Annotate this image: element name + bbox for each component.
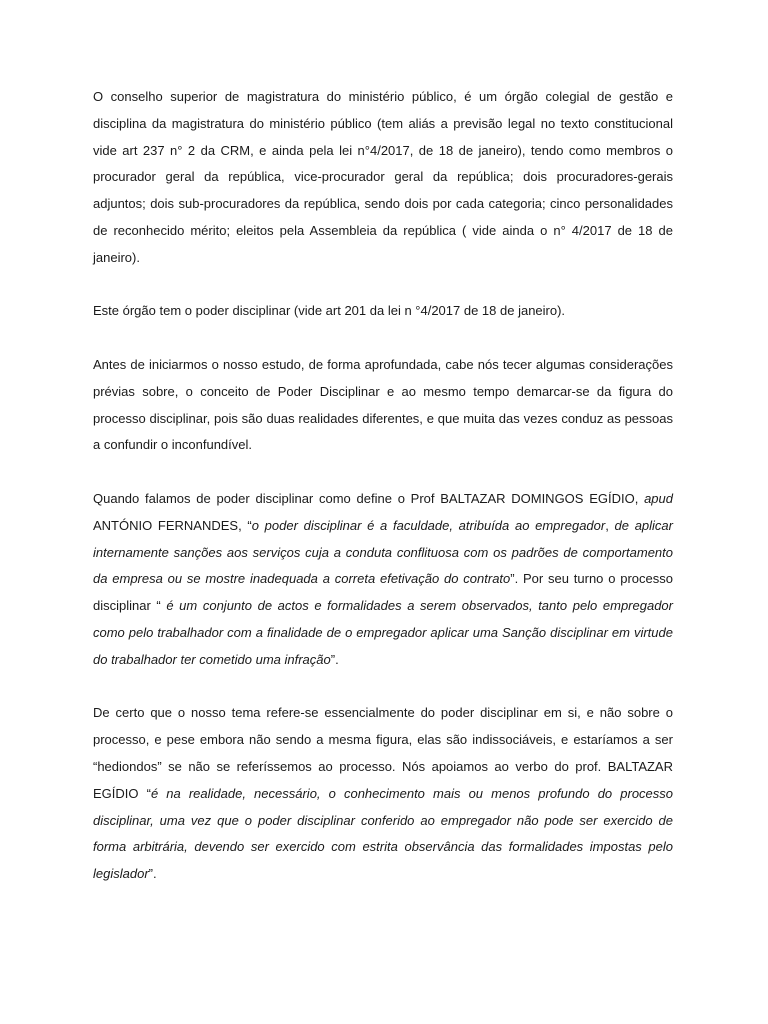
text-segment: ,: [605, 517, 615, 533]
document-page: [93, 84, 673, 915]
paragraph-text: Antes de iniciarmos o nosso estudo, de forma aprofundada, cabe nós tecer algumas considerações prévias sobre, o conceito de Poder Disciplinar e ao mesmo tempo demarcar-se da figura do processo disciplinar, pois são duas realidades diferentes, e que muita das vezes conduz as pessoas a confundir o inconfundível.: [93, 356, 673, 453]
paragraph-conselho-superior: [93, 84, 673, 272]
paragraph-text: O conselho superior de magistratura do ministério público, é um órgão colegial de gestão e disciplina da magistratura do ministério público (tem aliás a previsão legal no texto constitucional vide art 237 n° 2 da CRM, e ainda pela lei n°4/2017, de 18 de janeiro), tendo como membros o procurador geral da república, vice-procurador geral da república; dois procuradores-gerais adjuntos; dois sub-procuradores da república, sendo dois por cada categoria; cinco personalidades de reconhecido mérito; eleitos pela Assembleia da república ( vide ainda o n° 4/2017 de 18 de janeiro).: [93, 89, 673, 265]
paragraph-tema: [93, 700, 673, 888]
paragraph-definicao: [93, 486, 673, 674]
italic-segment: apud: [644, 490, 673, 506]
quote-segment: o poder disciplinar é a faculdade, atribuída ao empregador: [251, 517, 606, 533]
quote-segment: é um conjunto de actos e formalidades a serem observados, tanto pelo empregador como pelo trabalhador com a finalidade de o empregador aplicar uma Sanção disciplinar em virtude do trabalhador ter cometido uma infração: [93, 598, 673, 667]
text-segment: ”.: [330, 651, 339, 667]
text-segment: ANTÓNIO FERNANDES, “: [93, 517, 252, 533]
text-segment: Quando falamos de poder disciplinar como define o Prof BALTAZAR DOMINGOS EGÍDIO,: [93, 490, 645, 506]
text-segment: ”.: [148, 866, 157, 882]
text-segment: De certo que o nosso tema refere-se essencialmente do poder disciplinar em si, e não sobre o processo, e pese embora não sendo a mesma figura, elas são indissociáveis, e estaríamos a ser “hediondos” se não se referíssemos ao processo. Nós apoiamos ao verbo do prof. BALTAZAR EGÍDIO “: [93, 705, 673, 801]
quote-segment: de aplicar internamente sanções aos serviços cuja a conduta conflituosa com os padrões de comportamento da empresa ou se mostre inadequada a correta efetivação do contrato: [93, 517, 673, 587]
paragraph-consideracoes: [93, 352, 673, 459]
text-segment: ”. Por seu turno o processo disciplinar “: [93, 571, 673, 614]
paragraph-poder-disciplinar: [93, 298, 673, 325]
paragraph-text: Este órgão tem o poder disciplinar (vide art 201 da lei n °4/2017 de 18 de janeiro).: [93, 303, 566, 319]
quote-segment: é na realidade, necessário, o conhecimento mais ou menos profundo do processo disciplinar, uma vez que o poder disciplinar conferido ao empregador não pode ser exercido de forma arbitrária, devendo ser exercido com estrita observância das formalidades impostas pelo legislador: [93, 785, 674, 882]
